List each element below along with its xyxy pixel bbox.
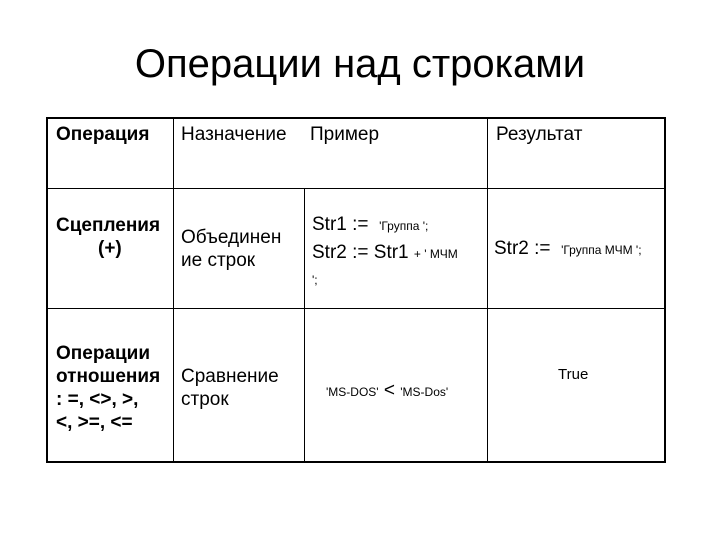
table-column-divider [304,188,305,461]
row2-purpose-line1: Сравнение [181,366,279,387]
row1-operation-line1: Сцепления [56,215,161,236]
row2-operation-line2: отношения [56,366,161,387]
row2-result: True [558,366,589,383]
header-purpose: Назначение [181,124,287,145]
page-title: Операции над строками [134,42,586,86]
row1-example-line1 [312,213,428,238]
row1-operation-line2: (+) [98,238,122,259]
row1-purpose-line1: Объединен [181,227,282,248]
row2-example-right: 'MS-Dos' [400,385,449,399]
row1-example-line1-main: Str1 := [312,214,369,235]
row2-example [326,379,448,404]
row1-result-main: Str2 := [494,238,551,259]
row1-example-line2-small: + ' МЧМ [413,247,458,261]
row2-example-op: < [383,380,395,401]
row2-example-left: 'MS-DOS' [326,385,379,399]
row2-purpose-line2: строк [181,389,229,410]
row2-operation-line4: <, >=, <= [56,412,133,433]
table-column-divider [173,119,174,461]
row1-result-small: 'Группа МЧМ '; [561,243,642,257]
row1-example-line1-small: 'Группа '; [379,219,429,233]
row1-result [494,237,642,262]
header-result: Результат [496,124,583,145]
table-row-divider [48,308,664,309]
header-operation: Операция [56,124,150,145]
table-column-divider [487,119,488,461]
row2-operation-line3: : =, <>, >, [56,389,139,410]
row1-example-line2-main: Str2 := Str1 [312,242,409,263]
row1-example-line3: '; [312,273,318,287]
row2-operation-line1: Операции [56,343,151,364]
header-example: Пример [310,124,380,145]
row1-purpose-line2: ие строк [181,250,256,271]
string-operations-table [46,117,666,463]
table-header-divider [48,188,664,189]
row1-example-line2 [312,241,458,266]
